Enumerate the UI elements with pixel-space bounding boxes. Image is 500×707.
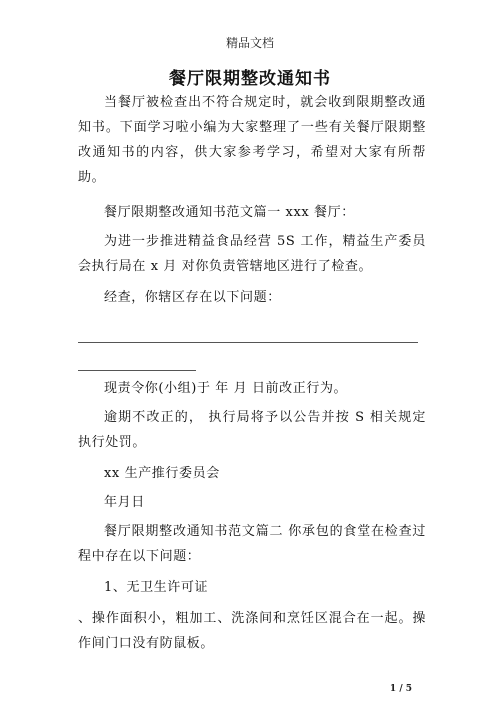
list-item-2: 、操作面积小，粗加工、洗涤间和烹饪区混合在一起。操作间门口没有防鼠板。 (78, 611, 426, 651)
fill-in-line (78, 342, 418, 343)
paragraph-order: 现责令你(小组)于 年 月 日前改正行为。 (104, 381, 348, 396)
body-block-1 (78, 90, 426, 310)
paragraph-intro: 当餐厅被检查出不符合规定时，就会收到限期整改通知书。下面学习啦小编为大家整理了一些有关餐厅限期整改通知书的内容，供大家参考学习，希望对大家有所帮助。 (78, 95, 426, 185)
signature-committee: xx 生产推行委员会 (104, 466, 220, 481)
body-block-2 (78, 376, 426, 656)
paragraph-penalty: 逾期不改正的， 执行局将予以公告并按 S 相关规定执行处罚。 (78, 410, 426, 450)
signature-date: 年月日 (104, 495, 145, 510)
page-number: 1 / 5 (389, 684, 412, 694)
paragraph-sample-two: 餐厅限期整改通知书范文篇二 你承包的食堂在检查过程中存在以下问题： (78, 524, 426, 564)
document-title: 餐厅限期整改通知书 (169, 69, 331, 89)
list-item-1: 1、无卫生许可证 (104, 580, 209, 595)
page-header: 精品文档 (225, 36, 274, 50)
paragraph-findings: 经查，你辖区存在以下问题： (104, 290, 281, 305)
fill-in-line-short (78, 370, 196, 371)
paragraph-sample-one-heading: 餐厅限期整改通知书范文篇一 xxx 餐厅： (104, 205, 355, 220)
paragraph-inspection: 为进一步推进精益食品经营 5S 工作，精益生产委员会执行局在 x 月 对你负责管辖地区进行了检查。 (78, 234, 426, 274)
